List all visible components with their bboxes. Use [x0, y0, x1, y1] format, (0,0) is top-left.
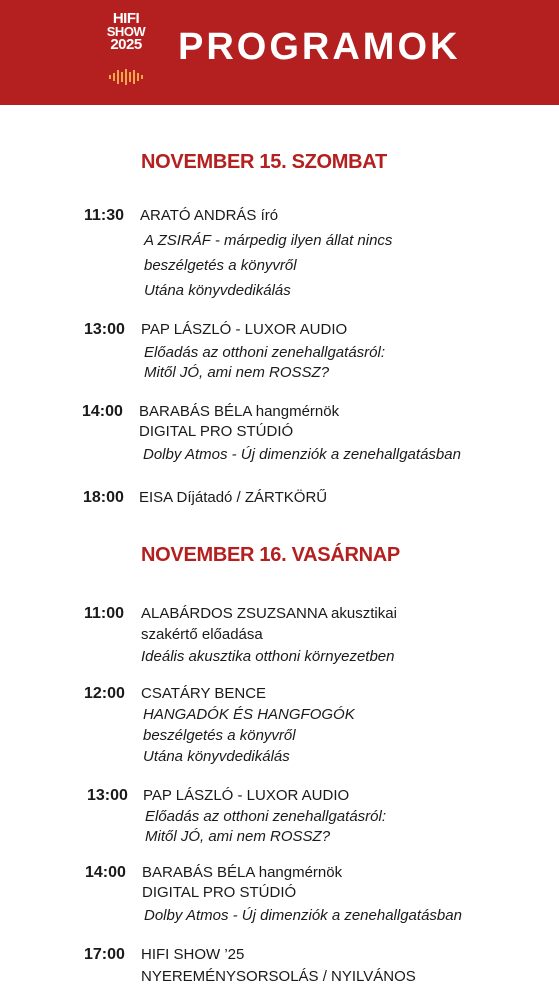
event-line: Utána könyvdedikálás	[143, 748, 290, 765]
event-line: A ZSIRÁF - márpedig ilyen állat nincs	[144, 232, 393, 249]
event-line: Utána könyvdedikálás	[144, 282, 291, 299]
event-line: Mitől JÓ, ami nem ROSSZ?	[145, 828, 331, 845]
event-line: CSATÁRY BENCE	[141, 685, 267, 702]
day-title-saturday: NOVEMBER 15. SZOMBAT	[141, 151, 387, 173]
event-line: ALABÁRDOS ZSUZSANNA akusztikai	[141, 605, 397, 622]
event-time: 18:00	[83, 489, 124, 506]
event-line: DIGITAL PRO STÚDIÓ	[139, 423, 294, 440]
logo-line-3: 2025	[110, 36, 142, 53]
event-time: 13:00	[84, 321, 125, 338]
event-time: 12:00	[84, 685, 125, 702]
event-line: beszélgetés a könyvről	[143, 727, 296, 744]
event-time: 17:00	[84, 946, 125, 963]
logo-line-2: SHOW	[106, 24, 146, 39]
event-time: 14:00	[85, 864, 126, 881]
event-line: Előadás az otthoni zenehallgatásról:	[144, 344, 385, 361]
event-line: Előadás az otthoni zenehallgatásról:	[145, 808, 386, 825]
event-line: DIGITAL PRO STÚDIÓ	[142, 884, 297, 901]
event-line: beszélgetés a könyvről	[144, 257, 297, 274]
event-line: HANGADÓK ÉS HANGFOGÓK	[143, 706, 355, 723]
event-line: EISA Díjátadó / ZÁRTKÖRŰ	[139, 489, 328, 506]
header-banner	[0, 0, 559, 105]
event-line: NYEREMÉNYSORSOLÁS / NYILVÁNOS	[141, 968, 416, 985]
event-line: Mitől JÓ, ami nem ROSSZ?	[144, 364, 330, 381]
event-line: Dolby Atmos - Új dimenziók a zenehallgatásban	[144, 907, 462, 924]
event-line: ARATÓ ANDRÁS író	[140, 207, 279, 224]
event-time: 11:30	[84, 207, 125, 224]
page-title: PROGRAMOK	[178, 26, 461, 68]
sound-wave-icon	[108, 68, 144, 86]
day-title-sunday: NOVEMBER 16. VASÁRNAP	[141, 544, 400, 566]
event-line: Ideális akusztika otthoni környezetben	[141, 648, 395, 665]
event-time: 14:00	[82, 403, 123, 420]
event-time: 13:00	[87, 787, 128, 804]
logo-line-1: HIFI	[112, 10, 140, 27]
event-line: PAP LÁSZLÓ - LUXOR AUDIO	[143, 787, 350, 804]
event-line: szakértő előadása	[141, 626, 263, 643]
event-line: HIFI SHOW ’25	[141, 946, 245, 963]
event-line: BARABÁS BÉLA hangmérnök	[139, 403, 340, 420]
event-line: Dolby Atmos - Új dimenziók a zenehallgatásban	[143, 446, 461, 463]
event-line: BARABÁS BÉLA hangmérnök	[142, 864, 343, 881]
event-line: PAP LÁSZLÓ - LUXOR AUDIO	[141, 321, 348, 338]
event-time: 11:00	[84, 605, 125, 622]
hifi-show-logo	[106, 12, 146, 51]
